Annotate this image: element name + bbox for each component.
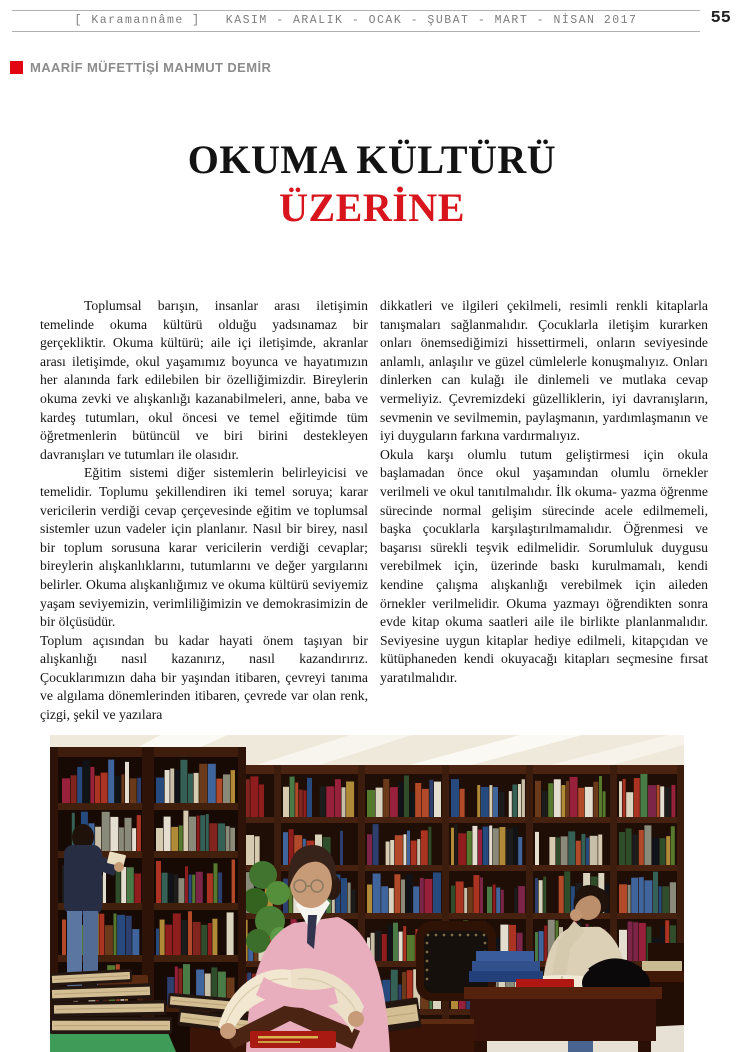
article-column-left: [40, 297, 368, 725]
paragraph: Okula karşı olumlu tutum geliştirmesi için okula başlamadan önce okul yaşamından olumlu örnekler verilmeli ve okul tanıtılmalıdır. İlk okuma- yazma öğrenme sürecinde normal gelişim sürecinde acele edilmemeli, başka çocuklarla karşılaştırılmamalıdır. Öğrenmesi ve başarısı sürekli teşvik edilmelidir. Sorumluluk duygusu verebilmek için, üzerinde baskı kurulmamalı, kendi kendine çalışma alışkanlığı verebilmek için aileden örnekler verilmelidir. Okuma yazmayı öğrendikten sonra evde kitap okuma saatleri aile ile birlikte planlanmalıdır. Seviyesine uygun kitaplar hediye edilmeli, kitapçıdan ve kütüphaneden kendi okuyacağı kitapları seçmesine fırsat yaratılmalıdır.: [380, 446, 708, 685]
article-title-line2: ÜZERİNE: [279, 185, 465, 230]
article-body: [40, 297, 708, 725]
header-journal-line: [12, 14, 700, 27]
byline-author: MAARİF MÜFETTİŞİ MAHMUT DEMİR: [30, 60, 272, 75]
red-book: [250, 1031, 336, 1048]
byline: [10, 60, 271, 75]
books-on-side-table: [642, 961, 682, 971]
header-rule-bottom: [12, 31, 700, 32]
paragraph: Toplum açısından bu kadar hayati önem taşıyan bir alışkanlığı nasıl kazanırız, nasıl kazandırırız. Çocuklarımızın daha bir yaşından itibaren, çevreyi tanıma ve algılama dönemlerinden itibaren, çevrede var olan renk, çizgi, şekil ve yazılara: [40, 632, 368, 723]
issue-months: KASIM - ARALIK - OCAK - ŞUBAT - MART - NİSAN 2017: [225, 14, 638, 27]
byline-accent-square-icon: [10, 61, 23, 74]
header-rule-top: [12, 10, 700, 11]
page-number: 55: [710, 9, 731, 28]
paragraph: Toplumsal barışın, insanlar arası iletişimin temelinde okuma kültürü olduğu yadsınamaz bir gerçekliktir. Okuma kültürü; aile içi iletişimde, akranlar arası iletişimde, okul yaşamımız boyunca ve hayatımızın her alanında fark edilebilen bir özelliğimizdir. Bireylerin okuma zevki ve alışkanlığı kazanabilmeleri, anne, baba ve kardeş tutumları, okul öncesi ve temel eğitimde tüm öğretmenlerin bütüncül ve biri birini destekleyen davranışları ve tutumları ile olasıdır.: [40, 298, 368, 462]
library-photo: [50, 735, 684, 1052]
paragraph: Eğitim sistemi diğer sistemlerin belirleyicisi ve temelidir. Toplumu şekillendiren iki temel soruya; karar vericilerin verdiği cevap çerçevesinde eğitim ve toplumsal sistemler uzun vadeler için planlanır. Nasıl bir birey, nasıl bir toplum sorusuna karar vericilerin verdiği cevaplar; bireylerin alışkanlıklarını, tutumlarını ve değer yargılarını belirler. Okuma alışkanlığımız ve okuma kültürü seviyemiz yaşam seviyemizin, verimliliğimizin ve demokrasimizin de bir ölçüsüdür.: [40, 465, 368, 630]
article-title: [0, 136, 744, 232]
article-column-right: [380, 297, 708, 725]
library-photo-illustration: [50, 735, 684, 1052]
article-title-line1: OKUMA KÜLTÜRÜ: [187, 137, 557, 182]
journal-name: [ Karamannâme ]: [74, 14, 201, 27]
paragraph: dikkatleri ve ilgileri çekilmeli, resimli renkli kitaplarla tanışmaları sağlanmalıdır. Çocuklarla iletişim kurarken onları önemsediğimizi hissettirmeli, onların seviyesinde anlamlı, anlaşılır ve güzel cümlelerle konuşmalıyız. Onları dinlerken can kulağı ile dinlemeli ve mutlaka cevap vermeliyiz. Çevremizdeki güzelliklerin, iyi davranışların, sevmenin ve sevilmemin, paylaşmanın, yardımlaşmanın ve iyi duyguların farkına vardırmalıyız.: [380, 298, 708, 444]
